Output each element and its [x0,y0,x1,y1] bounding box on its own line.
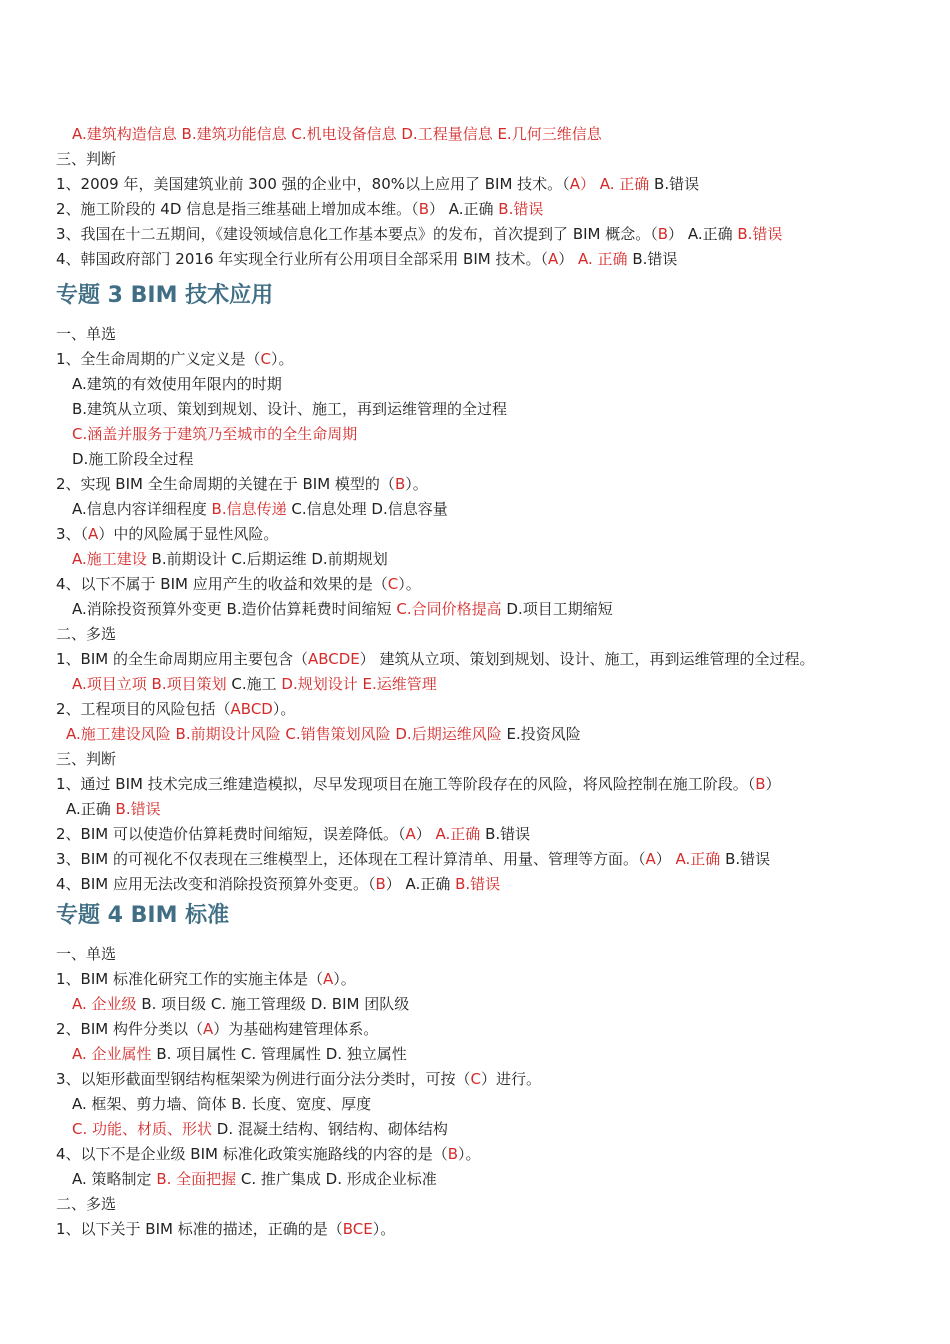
text-line [56,1017,930,1041]
body-text: 二、多选 [56,625,117,643]
answer-text: B. 全面把握 [156,1170,237,1188]
section-heading: 专题 4 BIM 标准 [56,903,230,928]
text-line [72,597,930,621]
body-text: 2、BIM 构件分类以（ [56,1020,203,1038]
body-text: 4、BIM 应用无法改变和消除投资预算外变更。（ [56,875,376,893]
body-text: ） A.正确 [428,200,499,218]
text-line [56,647,930,671]
text-line [56,522,930,546]
body-text: ）为基础构建管理体系。 [213,1020,379,1038]
answer-text: C.涵盖并服务于建筑乃至城市的全生命周期 [72,425,358,443]
body-text: 2、实现 BIM 全生命周期的关键在于 BIM 模型的（ [56,475,395,493]
body-text: A.正确 [66,800,116,818]
answer-text: ABCD [230,700,273,718]
body-text: ） A.正确 [668,225,738,243]
answer-text: A [202,1020,214,1038]
body-text: ） A.正确 [385,875,456,893]
text-line [56,347,930,371]
body-text: ）。 [372,1220,396,1238]
answer-text: B [755,775,766,793]
text-line [56,197,930,221]
body-text: 一、单选 [56,325,117,343]
body-text: ） 建筑从立项、策划到规划、设计、施工，再到运维管理的全过程。 [359,650,815,668]
text-line [56,822,930,846]
body-text: B.错误 [480,825,531,843]
body-text: C.信息处理 D.信息容量 [286,500,448,518]
answer-text: A. 正确 [578,250,628,268]
text-line [66,797,930,821]
answer-text: A.施工建设风险 B.前期设计风险 C.销售策划风险 D.后期运维风险 [66,725,502,743]
text-line [72,397,930,421]
answer-text: B.错误 [498,200,544,218]
body-text: B.错误 [720,850,771,868]
body-text: ） [415,825,436,843]
body-text: B.前期设计 C.后期运维 D.前期规划 [146,550,388,568]
body-text: 1、通过 BIM 技术完成三维建造模拟，尽早发现项目在施工等阶段存在的风险，将风险控制在施工阶段。（ [56,775,756,793]
body-text: 2、工程项目的风险包括（ [56,700,231,718]
body-text: A. 策略制定 [72,1170,157,1188]
text-line [72,992,930,1016]
body-text: ） [765,775,781,793]
answer-text: D.规划设计 E.运维管理 [276,675,437,693]
answer-text: ABCDE [307,650,360,668]
text-line [72,447,930,471]
answer-text: A [322,970,334,988]
text-line [66,722,930,746]
text-line [72,672,930,696]
body-text: ）。 [405,475,428,493]
text-line [56,472,930,496]
text-line [72,1042,930,1066]
body-text: 4、韩国政府部门 2016 年实现全行业所有公用项目全部采用 BIM 技术。（ [56,250,548,268]
body-text: B.错误 [627,250,678,268]
text-line [56,847,930,871]
body-text: ）。 [458,1145,481,1163]
answer-text: B [394,475,406,493]
answer-text: A. 企业属性 [72,1045,152,1063]
text-line [72,422,930,446]
answer-text: A. 正确 [599,175,650,193]
text-line [56,222,930,246]
body-text: B.错误 [649,175,700,193]
answer-text: C. 功能、材质、形状 [72,1120,213,1138]
answer-text: C [260,350,272,368]
body-text: 3、我国在十二五期间，《建设领域信息化工作基本要点》的发布，首次提到了 BIM 概念。（ [56,225,658,243]
body-text: 3、以矩形截面型钢结构框架梁为例进行面分法分类时，可按（ [56,1070,471,1088]
body-text: B.建筑从立项、策划到规划、设计、施工，再到运维管理的全过程 [72,400,508,418]
body-text: A.消除投资预算外变更 B.造价估算耗费时间缩短 [72,600,397,618]
answer-text: A.正确 [435,825,481,843]
text-line [56,942,930,966]
answer-text: B.信息传递 [211,500,287,518]
body-text: ）。 [398,575,421,593]
answer-text: A [645,850,656,868]
text-line [72,497,930,521]
answer-text: B [375,875,386,893]
body-text: ）。 [271,350,294,368]
body-text: D. 混凝土结构、钢结构、砌体结构 [212,1120,448,1138]
body-text: C. 推广集成 D. 形成企业标准 [236,1170,437,1188]
answer-text: A [569,175,580,193]
section-heading: 专题 3 BIM 技术应用 [56,283,274,308]
body-text: A. 框架、剪力墙、筒体 B. 长度、宽度、厚度 [72,1095,372,1113]
text-line [72,1092,930,1116]
text-line [72,1117,930,1141]
body-text: 1、BIM 标准化研究工作的实施主体是（ [56,970,323,988]
body-text: 二、多选 [56,1195,117,1213]
text-line [56,1217,930,1241]
text-line [72,122,930,146]
text-line [56,1067,930,1091]
body-text: ）。 [333,970,356,988]
body-text: 2、BIM 可以使造价估算耗费时间缩短，误差降低。（ [56,825,406,843]
answer-text: A [405,825,416,843]
answer-text: A. 企业级 [72,995,137,1013]
answer-text: ） [579,175,600,193]
text-line [56,1192,930,1216]
text-line [56,772,930,796]
body-text: 三、判断 [56,150,117,168]
body-text: 三、判断 [56,750,117,768]
body-text: C.施工 [231,675,277,693]
body-text: ） [558,250,578,268]
answer-text: C.合同价格提高 [396,600,502,618]
answer-text: A [547,250,559,268]
answer-text: A.施工建设 [72,550,147,568]
answer-text: B.错误 [737,225,783,243]
answer-text: B [418,200,429,218]
body-text: ）。 [272,700,296,718]
body-text: 2、施工阶段的 4D 信息是指三维基础上增加成本维。（ [56,200,419,218]
answer-text: A.建筑构造信息 B.建筑功能信息 C.机电设备信息 D.工程量信息 E.几何三维信息 [72,125,602,143]
body-text: 4、以下不是企业级 BIM 标准化政策实施路线的内容的是（ [56,1145,448,1163]
answer-text: A [88,525,99,543]
body-text: D.项目工期缩短 [501,600,613,618]
answer-text: C [470,1070,482,1088]
answer-text: A.项目立项 B.项目策划 [72,675,232,693]
body-text: 3、BIM 的可视化不仅表现在三维模型上，还体现在工程计算清单、用量、管理等方面。（ [56,850,646,868]
body-text: D.施工阶段全过程 [72,450,194,468]
text-line [56,967,930,991]
text-line [56,147,930,171]
text-line [72,372,930,396]
body-text: 3、（ [56,525,89,543]
body-text: 4、以下不属于 BIM 应用产生的收益和效果的是（ [56,575,388,593]
body-text: 1、全生命周期的广义定义是（ [56,350,261,368]
answer-text: B.错误 [115,800,161,818]
body-text: A.建筑的有效使用年限内的时期 [72,375,282,393]
body-text: B. 项目级 C. 施工管理级 D. BIM 团队级 [136,995,410,1013]
answer-text: B.错误 [455,875,501,893]
answer-text: C [387,575,399,593]
body-text: ） [655,850,676,868]
answer-text: B [447,1145,459,1163]
answer-text: A.正确 [675,850,721,868]
text-line [56,572,930,596]
text-line [56,1142,930,1166]
text-line [56,322,930,346]
text-line [56,247,930,271]
text-line [72,1167,930,1191]
text-line [56,872,930,896]
text-line [56,622,930,646]
answer-text: BCE [342,1220,373,1238]
body-text: E.投资风险 [501,725,581,743]
text-line [56,172,930,196]
answer-text: B [657,225,669,243]
body-text: 1、以下关于 BIM 标准的描述，正确的是（ [56,1220,343,1238]
body-text: 1、2009 年，美国建筑业前 300 强的企业中，80%以上应用了 BIM 技术。（ [56,175,570,193]
body-text: ）进行。 [481,1070,542,1088]
text-line [72,547,930,571]
body-text: ）中的风险属于显性风险。 [98,525,279,543]
text-line [56,697,930,721]
text-line [56,747,930,771]
body-text: 一、单选 [56,945,117,963]
body-text: B. 项目属性 C. 管理属性 D. 独立属性 [151,1045,407,1063]
body-text: A.信息内容详细程度 [72,500,212,518]
body-text: 1、BIM 的全生命周期应用主要包含（ [56,650,308,668]
